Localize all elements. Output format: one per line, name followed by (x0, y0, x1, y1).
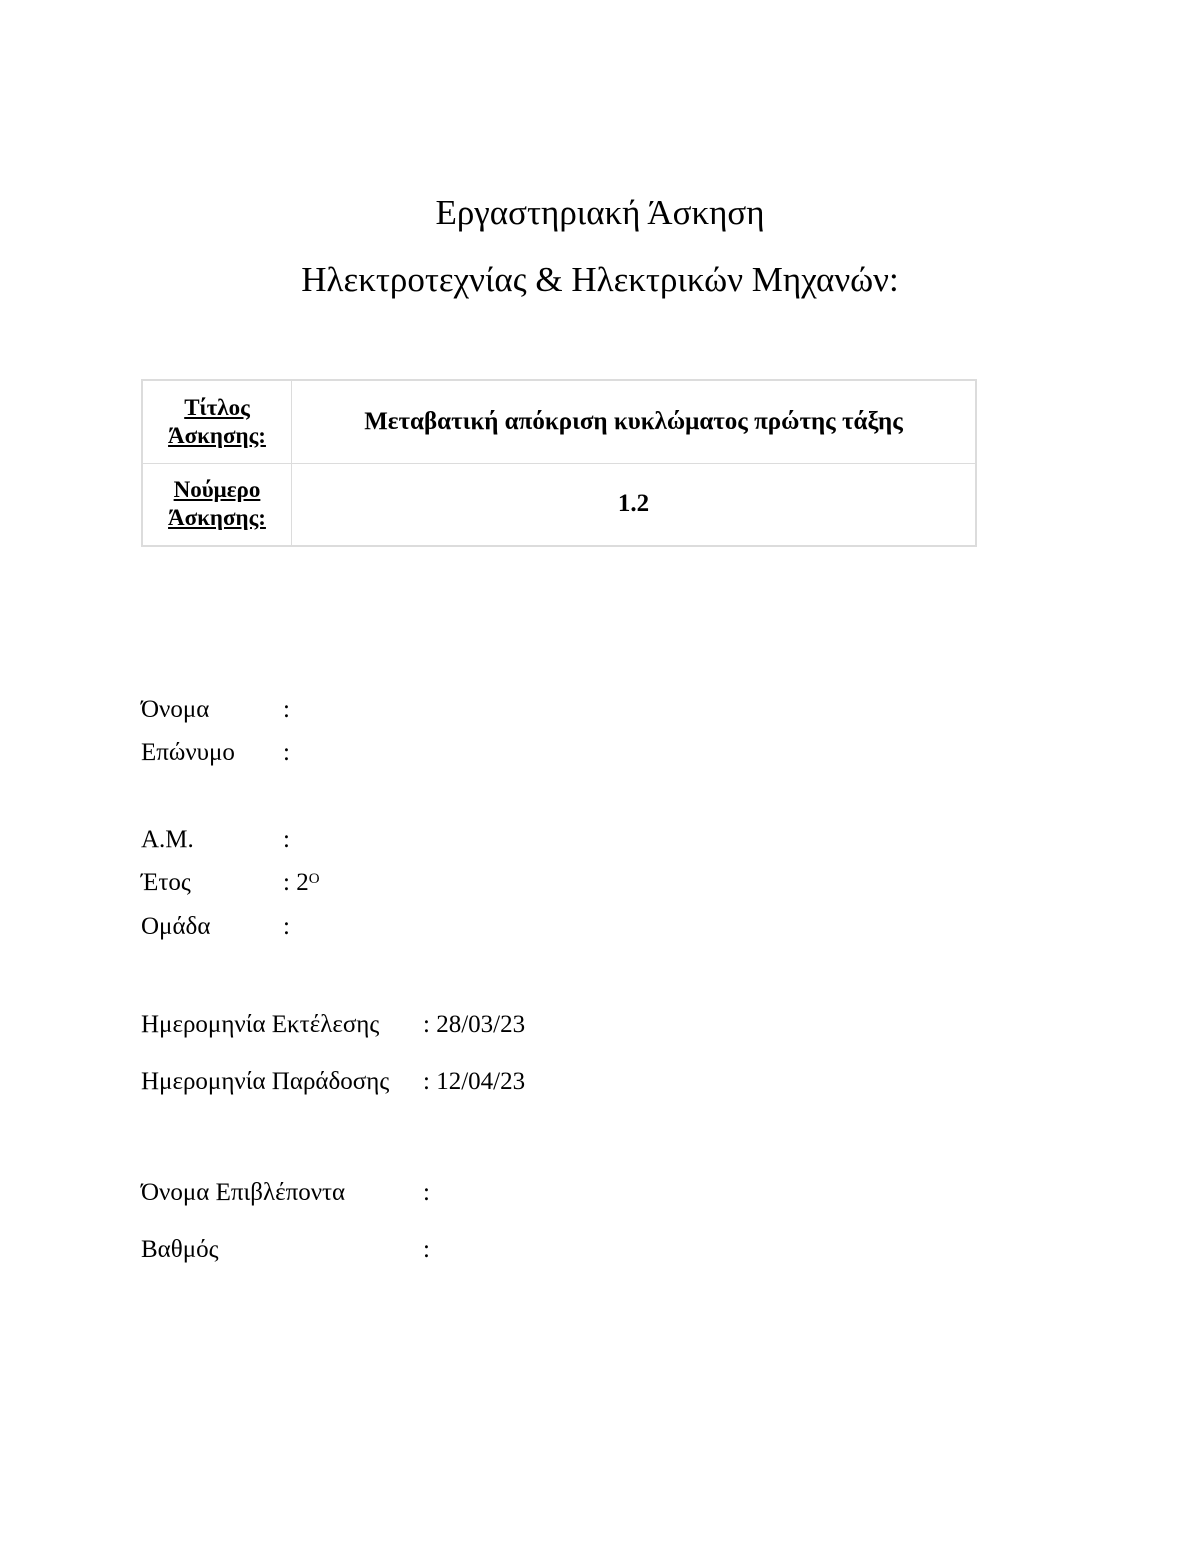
table-row (142, 380, 976, 463)
exercise-title-value: Μεταβατική απόκριση κυκλώματος πρώτης τάξης (292, 380, 977, 463)
am-label: Α.Μ. (141, 826, 194, 853)
grade-value: : (423, 1236, 430, 1263)
delivery-date-value: : 12/04/23 (423, 1068, 526, 1095)
supervisor-label: Όνομα Επιβλέποντα (141, 1179, 346, 1206)
am-value: : (283, 826, 290, 853)
year-label: Έτος (141, 869, 191, 896)
delivery-date-label: Ημερομηνία Παράδοσης (141, 1068, 390, 1095)
exercise-info-table (141, 379, 977, 547)
year-ordinal: Ο (308, 871, 320, 887)
table-row (142, 463, 976, 546)
group-value: : (283, 913, 290, 940)
execution-date-value: : 28/03/23 (423, 1011, 526, 1038)
grade-label: Βαθμός (141, 1236, 219, 1263)
name-label: Όνομα (141, 696, 210, 723)
exercise-number-label: Νούμερο Άσκησης: (142, 463, 292, 546)
surname-value: : (283, 739, 290, 766)
surname-label: Επώνυμο (141, 739, 235, 766)
year-value: : 2 (283, 869, 309, 896)
exercise-number-value: 1.2 (292, 463, 977, 546)
supervisor-value: : (423, 1179, 430, 1206)
exercise-title-label: Τίτλος Άσκησης: (142, 380, 292, 463)
document-title: Εργαστηριακή Άσκηση (435, 193, 765, 232)
name-value: : (283, 696, 290, 723)
group-label: Ομάδα (141, 913, 211, 940)
execution-date-label: Ημερομηνία Εκτέλεσης (141, 1011, 380, 1038)
document-subtitle: Ηλεκτροτεχνίας & Ηλεκτρικών Μηχανών: (301, 260, 899, 299)
